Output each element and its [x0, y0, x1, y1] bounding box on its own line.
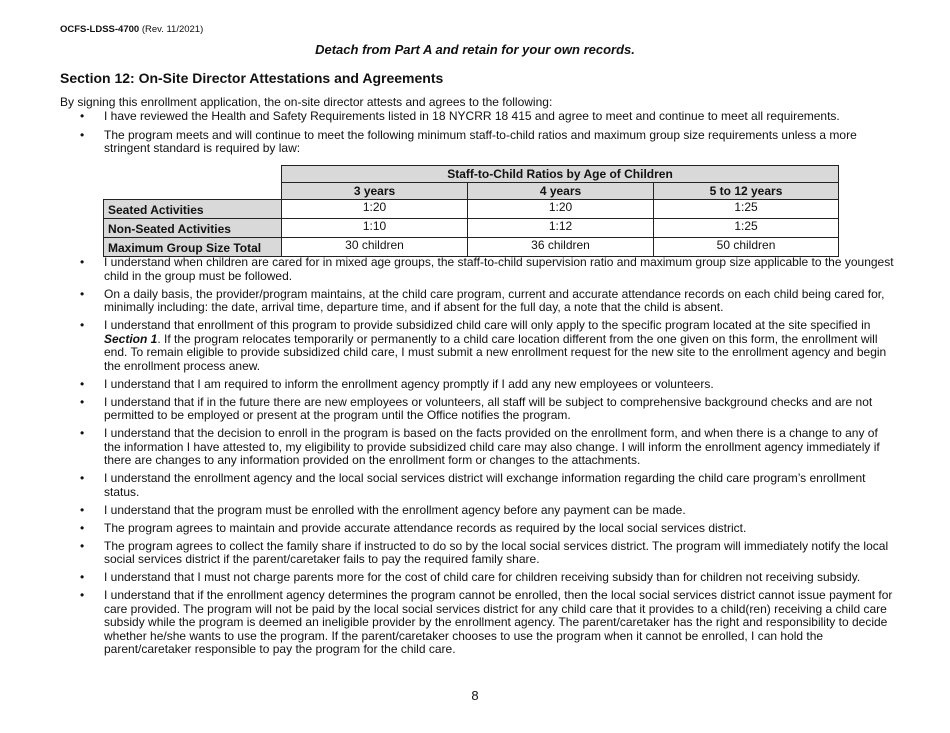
table-row	[104, 200, 839, 219]
row-header: Seated Activities	[104, 200, 282, 219]
table-cell: 1:10	[282, 219, 468, 238]
list-item	[80, 589, 895, 657]
list-item	[80, 319, 895, 373]
list-item	[80, 110, 895, 124]
bullet-icon: •	[80, 570, 85, 584]
list-item	[80, 256, 895, 283]
bullet-icon: •	[80, 255, 85, 269]
section-title: Section 12: On-Site Director Attestations and Agreements	[60, 70, 444, 86]
table-cell: 30 children	[282, 238, 468, 257]
row-header: Non-Seated Activities	[104, 219, 282, 238]
table-group-header: Staff-to-Child Ratios by Age of Children	[282, 166, 839, 183]
bullet-icon: •	[80, 376, 85, 391]
table-row	[104, 219, 839, 238]
bullet-icon: •	[80, 520, 85, 535]
list-item	[80, 472, 895, 499]
list-item	[80, 522, 895, 536]
table-cell: 36 children	[468, 238, 654, 257]
list-item-text: The program agrees to collect the family share if instructed to do so by the local social services district. The program will immediately notify the local social services district if the parent/caretaker fails to pay the required family share.	[104, 538, 889, 566]
list-item-text: I understand that I must not charge parents more for the cost of child care for children receiving subsidy than for children not receiving subsidy.	[104, 570, 861, 584]
list-item-text: On a daily basis, the provider/program maintains, at the child care program, current and accurate attendance records on each child being cared for, minimally including: the date, arrival time, departure time, and if absent for the full day, a note that the child is absent.	[104, 286, 885, 314]
list-item	[80, 540, 895, 567]
column-header: 5 to 12 years	[654, 183, 839, 200]
bullet-icon: •	[80, 394, 85, 409]
table-cell: 50 children	[654, 238, 839, 257]
form-id	[60, 24, 203, 35]
form-code: OCFS-LDSS-4700	[60, 24, 140, 35]
list-item-text: I understand that the decision to enroll in the program is based on the facts provided on the enrollment form, and when there is a change to any of the information I have attested to, my eligibility to provide subsidized child care may also change. I will inform the enrollment agency immediately if there are changes to any information provided on the enrollment form or changes to the attachments.	[104, 426, 880, 467]
list-item	[80, 378, 895, 392]
table-cell: 1:25	[654, 219, 839, 238]
bullet-icon: •	[80, 538, 85, 553]
column-header: 3 years	[282, 183, 468, 200]
table-row	[104, 238, 839, 257]
list-item-text: I understand when children are cared for in mixed age groups, the staff-to-child supervision ratio and maximum group size applicable to the youngest child in the group must be followed.	[104, 255, 894, 283]
list-item-text: I understand that if in the future there are new employees or volunteers, all staff will be subject to comprehensive background checks and are not permitted to be employed or present at the program until the Office notifies the program.	[104, 394, 873, 422]
list-item	[80, 571, 895, 585]
form-revision: (Rev. 11/2021)	[141, 24, 204, 35]
list-item-text: I understand the enrollment agency and the local social services district will exchange information regarding the child care program’s enrollment status.	[104, 471, 866, 499]
bullet-icon: •	[80, 502, 85, 517]
detach-note: Detach from Part A and retain for your own records.	[315, 42, 635, 57]
list-item	[80, 129, 895, 156]
column-header: 4 years	[468, 183, 654, 200]
attestation-list-bottom	[80, 256, 895, 661]
list-item	[80, 288, 895, 315]
list-item-text: The program agrees to maintain and provide accurate attendance records as required by the local social services district.	[104, 520, 747, 535]
list-item-text: I have reviewed the Health and Safety Requirements listed in 18 NYCRR 18 415 and agree to meet and continue to meet all requirements.	[104, 109, 840, 123]
page-number: 8	[471, 688, 479, 703]
table-cell: 1:12	[468, 219, 654, 238]
list-item-text: I understand that enrollment of this program to provide subsidized child care will only apply to the specific program located at the site specified in	[104, 318, 871, 332]
bullet-icon: •	[80, 109, 85, 123]
bullet-icon: •	[80, 127, 85, 142]
table-cell: 1:20	[468, 200, 654, 219]
bullet-icon: •	[80, 471, 85, 485]
list-item-text: I understand that if the enrollment agency determines the program cannot be enrolled, then the local social services district cannot issue payment for care provided. The program will not be paid by the local social services district for any child care that it provides to a child(ren) receiving a child care subsidy while the program is deemed an ineligible provider by the enrollment agency. The parent/caretaker has the right and responsibility to decide whether he/she wants to use the program. If the parent/caretaker chooses to use the program when it cannot be enrolled, I can hold the parent/caretaker responsible to pay the program for the child care.	[104, 588, 893, 656]
bullet-icon: •	[80, 286, 85, 301]
ratio-table	[103, 165, 839, 257]
bullet-icon: •	[80, 318, 85, 332]
section-reference: Section 1	[104, 331, 158, 346]
list-item	[80, 427, 895, 468]
list-item-text: I understand that I am required to inform the enrollment agency promptly if I add any new employees or volunteers.	[104, 376, 714, 391]
bullet-icon: •	[80, 426, 85, 440]
list-item	[80, 396, 895, 423]
list-item-text: The program meets and will continue to meet the following minimum staff-to-child ratios and maximum group size requirements unless a more stringent standard is required by law:	[104, 127, 857, 155]
list-item	[80, 504, 895, 518]
table-corner-cell	[104, 166, 282, 200]
row-header: Maximum Group Size Total	[104, 238, 282, 257]
list-item-text: I understand that the program must be enrolled with the enrollment agency before any payment can be made.	[104, 502, 686, 517]
table-cell: 1:20	[282, 200, 468, 219]
list-item-text: . If the program relocates temporarily or permanently to a child care location different from the one given on this form, the enrollment will end. To remain eligible to provide subsidized child care, I must submit a new enrollment request for the new site to the enrollment agency and begin the enrollment process anew.	[104, 331, 887, 373]
table-cell: 1:25	[654, 200, 839, 219]
table-group-header-row	[104, 166, 839, 183]
attestation-list-top	[80, 110, 895, 161]
section-intro: By signing this enrollment application, the on-site director attests and agrees to the following:	[60, 95, 553, 109]
bullet-icon: •	[80, 588, 85, 602]
